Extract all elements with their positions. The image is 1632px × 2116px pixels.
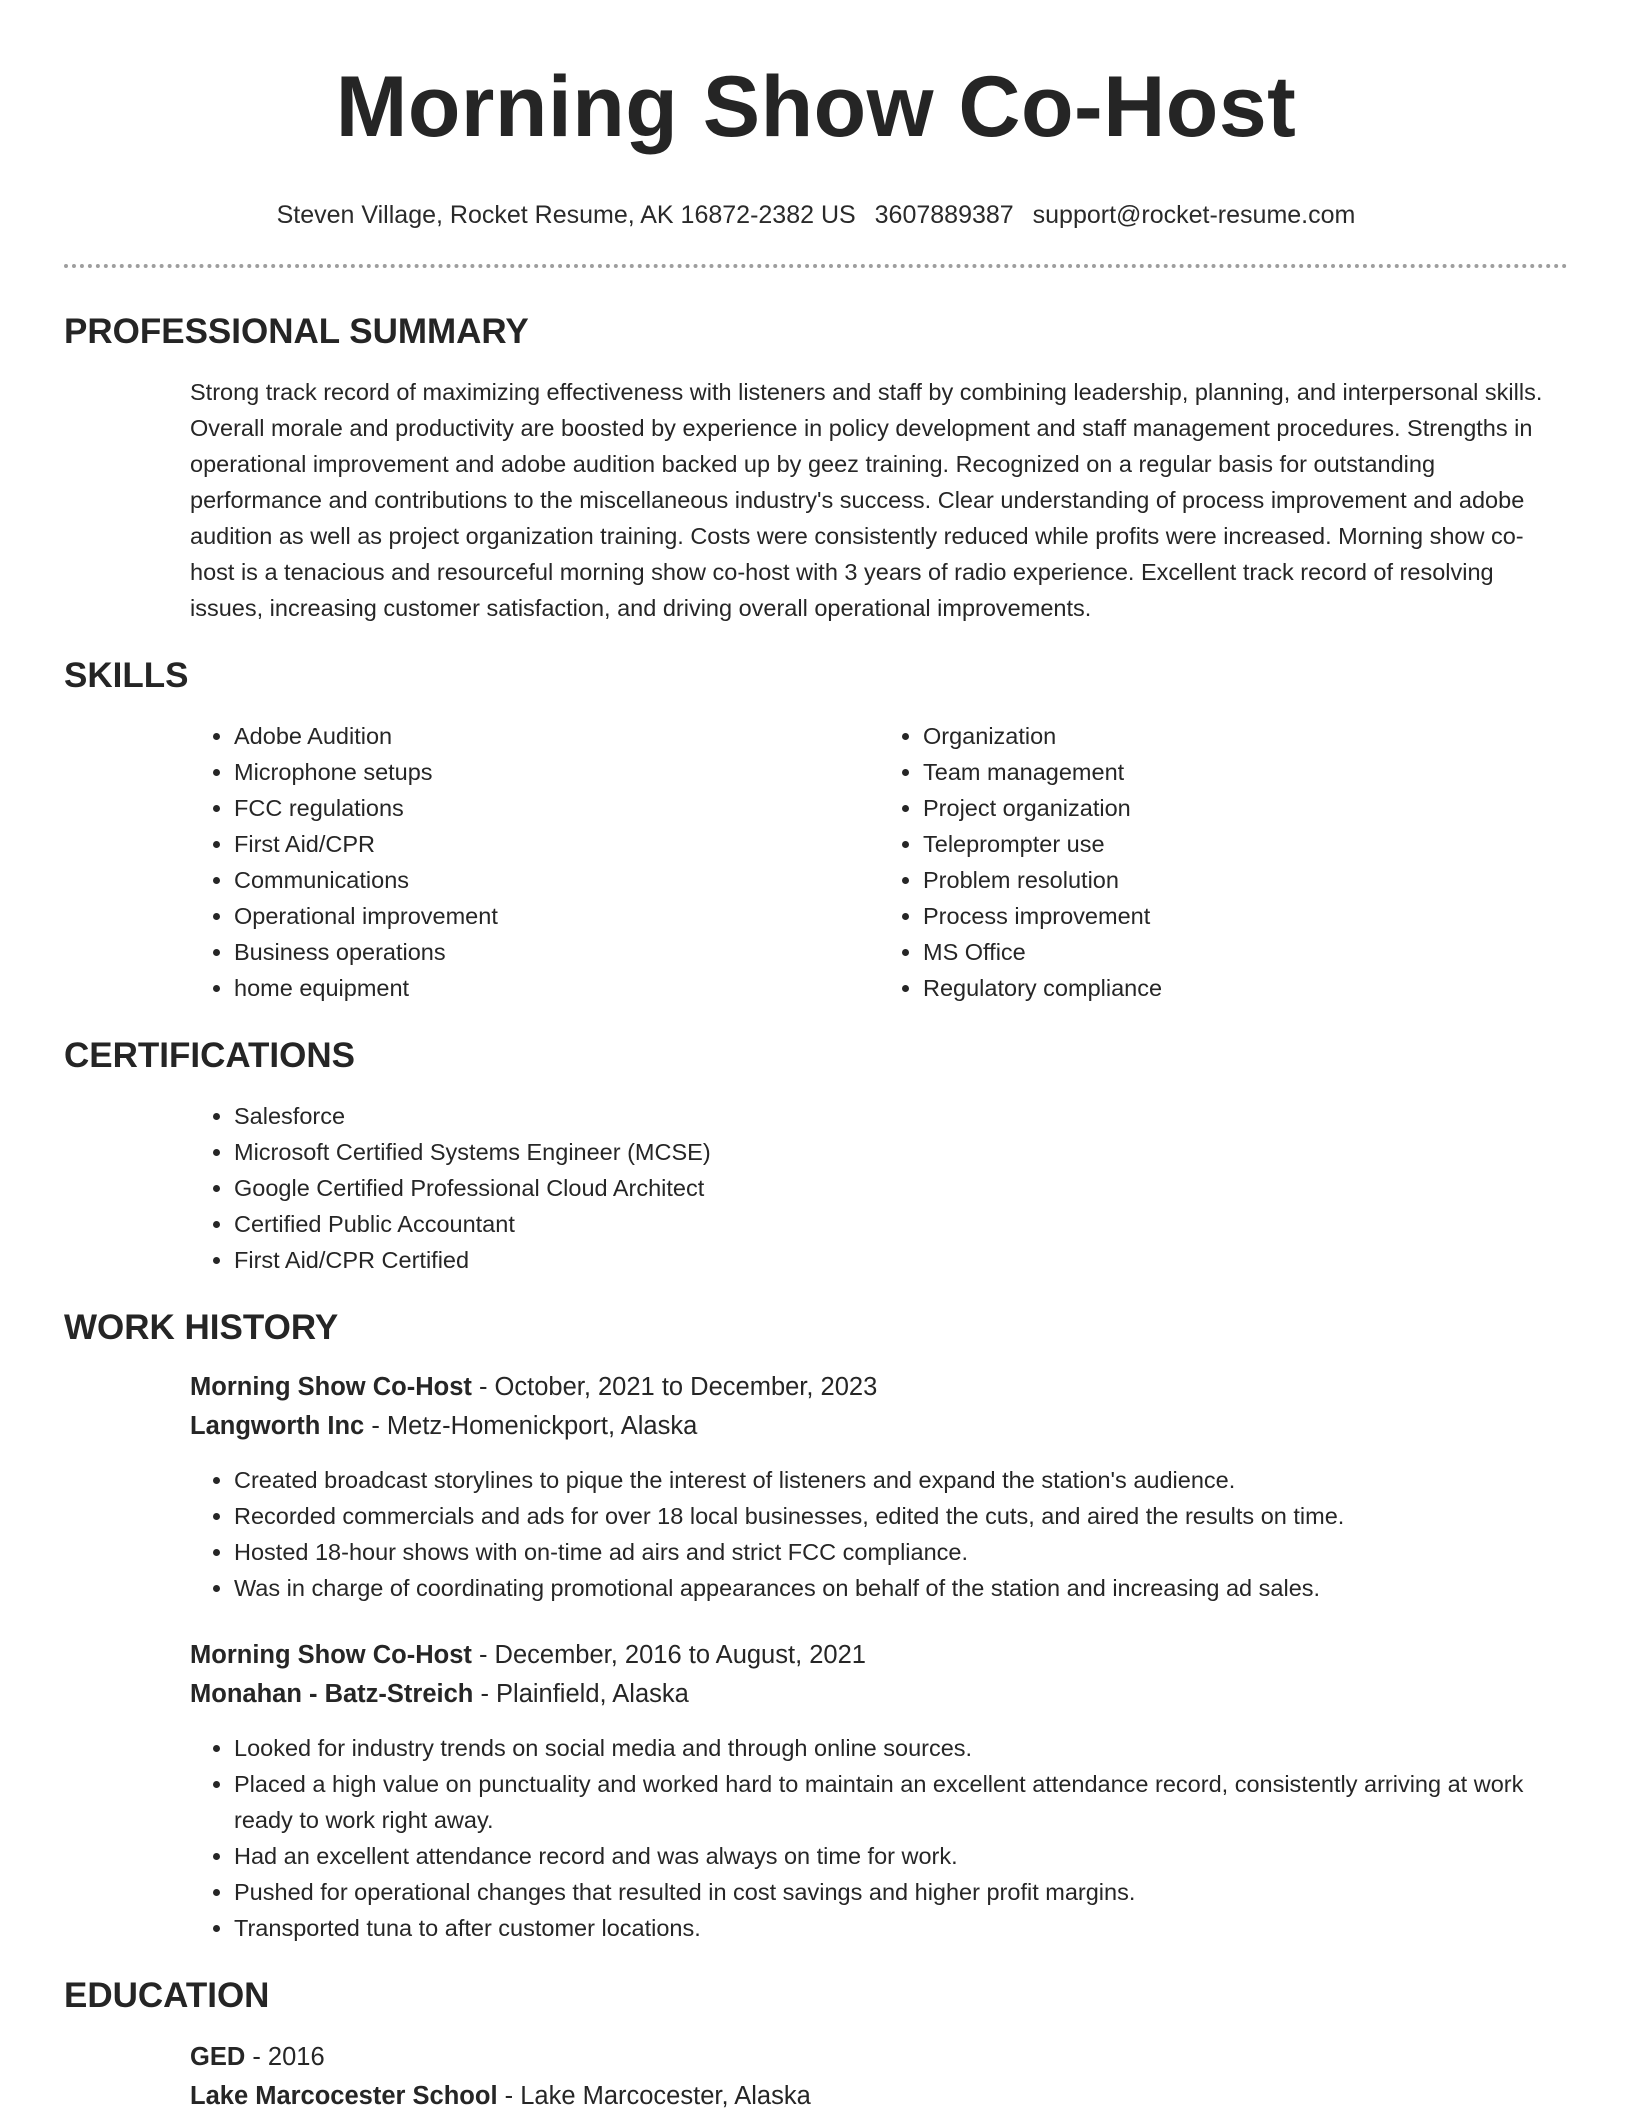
skill-item: • Teleprompter use [923, 826, 1568, 862]
education-school: Lake Marcocester School [190, 2082, 498, 2110]
certifications-section [190, 1098, 1568, 1278]
skill-item: • Process improvement [923, 898, 1568, 934]
work-history-heading: WORK HISTORY [64, 1308, 339, 1347]
skill-item: • Business operations [234, 934, 879, 970]
job-bullet: • Looked for industry trends on social media and through online sources. [234, 1730, 1568, 1766]
skill-item: • Problem resolution [923, 862, 1568, 898]
job-role: Morning Show Co-Host [190, 1641, 472, 1669]
job-bullets [190, 1462, 1568, 1606]
skill-item: • home equipment [234, 970, 879, 1006]
skill-item: • Organization [923, 718, 1568, 754]
contact-email: support@rocket-resume.com [1032, 201, 1356, 229]
job-entry [190, 1636, 1568, 1946]
job-title-line [190, 1636, 1568, 1675]
summary-heading: PROFESSIONAL SUMMARY [64, 312, 529, 351]
skill-item: • Microphone setups [234, 754, 879, 790]
skill-item: • Communications [234, 862, 879, 898]
job-company-line [190, 1675, 1568, 1714]
job-bullet: • Created broadcast storylines to pique the interest of listeners and expand the station's audience. [234, 1462, 1568, 1498]
certification-item: • Microsoft Certified Systems Engineer (MCSE) [234, 1134, 1568, 1170]
skills-section [190, 718, 1568, 1006]
job-bullet: • Recorded commercials and ads for over 18 local businesses, edited the cuts, and aired the results on time. [234, 1498, 1568, 1534]
job-bullet: • Hosted 18-hour shows with on-time ad airs and strict FCC compliance. [234, 1534, 1568, 1570]
job-title-line [190, 1368, 1568, 1407]
skill-item: • Operational improvement [234, 898, 879, 934]
job-bullet: • Was in charge of coordinating promotional appearances on behalf of the station and increasing ad sales. [234, 1570, 1568, 1606]
job-dates: - October, 2021 to December, 2023 [471, 1373, 878, 1401]
job-bullets [190, 1730, 1568, 1946]
certification-item: • First Aid/CPR Certified [234, 1242, 1568, 1278]
job-company: Langworth Inc [190, 1412, 365, 1440]
job-bullet: • Placed a high value on punctuality and worked hard to maintain an excellent attendance record, consistently arriving at work ready to work right away. [234, 1766, 1568, 1838]
education-heading: EDUCATION [64, 1976, 270, 2015]
job-location: - Plainfield, Alaska [473, 1680, 689, 1708]
education-location: - Lake Marcocester, Alaska [497, 2082, 811, 2110]
contact-line [64, 199, 1568, 231]
certifications-heading: CERTIFICATIONS [64, 1036, 356, 1075]
job-bullet: • Had an excellent attendance record and was always on time for work. [234, 1838, 1568, 1874]
certifications-list [190, 1098, 1568, 1278]
work-history-section [190, 1368, 1568, 1946]
job-company: Monahan - Batz-Streich [190, 1680, 474, 1708]
job-company-line [190, 1407, 1568, 1446]
certification-item: • Google Certified Professional Cloud Architect [234, 1170, 1568, 1206]
skill-item: • MS Office [923, 934, 1568, 970]
resume-title: Morning Show Co-Host [335, 59, 1297, 155]
education-section [190, 2038, 1568, 2116]
skill-item: • Adobe Audition [234, 718, 879, 754]
job-bullet: • Transported tuna to after customer locations. [234, 1910, 1568, 1946]
education-degree: GED [190, 2043, 246, 2071]
job-role: Morning Show Co-Host [190, 1373, 472, 1401]
education-year: - 2016 [245, 2043, 325, 2071]
contact-phone: 3607889387 [874, 201, 1014, 229]
job-entry [190, 1368, 1568, 1606]
job-dates: - December, 2016 to August, 2021 [471, 1641, 866, 1669]
education-degree-line [190, 2038, 1568, 2077]
contact-address: Steven Village, Rocket Resume, AK 16872-2382 US [276, 201, 856, 229]
certification-item: • Salesforce [234, 1098, 1568, 1134]
skill-item: • Team management [923, 754, 1568, 790]
skill-item: • Project organization [923, 790, 1568, 826]
skill-item: • Regulatory compliance [923, 970, 1568, 1006]
skills-heading: SKILLS [64, 656, 189, 695]
summary-section [190, 374, 1568, 626]
job-location: - Metz-Homenickport, Alaska [364, 1412, 698, 1440]
job-bullet: • Pushed for operational changes that resulted in cost savings and higher profit margins. [234, 1874, 1568, 1910]
certification-item: • Certified Public Accountant [234, 1206, 1568, 1242]
education-school-line [190, 2077, 1568, 2116]
skill-item: • First Aid/CPR [234, 826, 879, 862]
summary-text: Strong track record of maximizing effectiveness with listeners and staff by combining leadership, planning, and interpersonal skills. Overall morale and productivity are boosted by experience in policy development and staff management procedures. Strengths in operational improvement and adobe audition backed up by geez training. Recognized on a regular basis for outstanding performance and contributions to the miscellaneous industry's success. Clear understanding of process improvement and adobe audition as well as project organization training. Costs were consistently reduced while profits were increased. Morning show co-host is a tenacious and resourceful morning show co-host with 3 years of radio experience. Excellent track record of resolving issues, increasing customer satisfaction, and driving overall operational improvements. [190, 379, 1543, 621]
skills-list-left [190, 718, 879, 1006]
skill-item: • FCC regulations [234, 790, 879, 826]
skills-list-right [879, 718, 1568, 1006]
